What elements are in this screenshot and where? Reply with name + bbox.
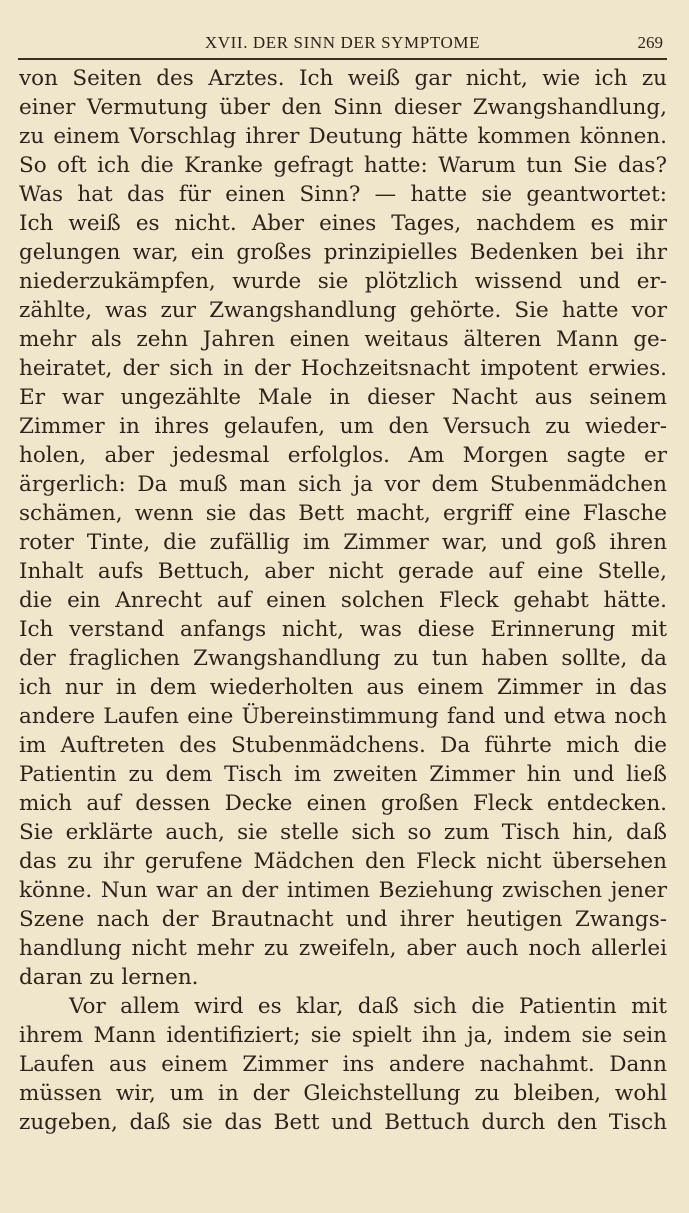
text-line: zu einem Vorschlag ihrer Deutung hätte kommen können. [19, 124, 667, 149]
text-line: müssen wir, um in der Gleichstellung zu bleiben, wohl [19, 1081, 667, 1106]
text-line: Er war ungezählte Male in dieser Nacht aus seinem [19, 385, 667, 410]
text-line: von Seiten des Arztes. Ich weiß gar nicht, wie ich zu [19, 66, 667, 91]
text-line: die ein Anrecht auf einen solchen Fleck gehabt hätte. [19, 588, 667, 613]
text-line: gelungen war, ein großes prinzipielles Bedenken bei ihr [19, 240, 667, 265]
text-line: Sie erklärte auch, sie stelle sich so zum Tisch hin, daß [19, 820, 667, 845]
paragraph-1 [19, 64, 667, 992]
page-number: 269 [637, 33, 663, 52]
text-line: Zimmer in ihres gelaufen, um den Versuch zu wieder- [19, 414, 667, 439]
text-line: Vor allem wird es klar, daß sich die Patientin mit [69, 994, 667, 1019]
text-line: Szene nach der Brautnacht und ihrer heutigen Zwangs- [19, 907, 667, 932]
text-line: holen, aber jedesmal erfolglos. Am Morgen sagte er [19, 443, 667, 468]
text-line: ihrem Mann identifiziert; sie spielt ihn ja, indem sie sein [19, 1023, 667, 1048]
page-header [18, 32, 667, 60]
body-text [19, 64, 667, 1137]
text-line: So oft ich die Kranke gefragt hatte: Warum tun Sie das? [19, 153, 667, 178]
text-line: im Auftreten des Stubenmädchens. Da führte mich die [19, 733, 667, 758]
text-line: daran zu lernen. [19, 965, 199, 990]
text-line: Laufen aus einem Zimmer ins andere nachahmt. Dann [19, 1052, 667, 1077]
text-line: ich nur in dem wiederholten aus einem Zimmer in das [19, 675, 667, 700]
text-line: heiratet, der sich in der Hochzeitsnacht impotent erwies. [19, 356, 667, 381]
text-line: Patientin zu dem Tisch im zweiten Zimmer hin und ließ [19, 762, 667, 787]
text-line: roter Tinte, die zufällig im Zimmer war, und goß ihren [19, 530, 667, 555]
text-line: Inhalt aufs Bettuch, aber nicht gerade auf eine Stelle, [19, 559, 667, 584]
text-line: Ich verstand anfangs nicht, was diese Erinnerung mit [19, 617, 667, 642]
text-line: handlung nicht mehr zu zweifeln, aber auch noch allerlei [19, 936, 667, 961]
running-head: XVII. DER SINN DER SYMPTOME [204, 33, 481, 52]
text-line: Ich weiß es nicht. Aber eines Tages, nachdem es mir [19, 211, 667, 236]
text-line: zählte, was zur Zwangshandlung gehörte. Sie hatte vor [19, 298, 667, 323]
text-line: der fraglichen Zwangshandlung zu tun haben sollte, da [19, 646, 667, 671]
text-line: ärgerlich: Da muß man sich ja vor dem Stubenmädchen [19, 472, 667, 497]
text-line: mich auf dessen Decke einen großen Fleck entdecken. [19, 791, 667, 816]
text-line: andere Laufen eine Übereinstimmung fand und etwa noch [19, 704, 667, 729]
text-line: einer Vermutung über den Sinn dieser Zwangshandlung, [19, 95, 667, 120]
text-line: das zu ihr gerufene Mädchen den Fleck nicht übersehen [19, 849, 667, 874]
text-line: könne. Nun war an der intimen Beziehung zwischen jener [19, 878, 667, 903]
text-line: niederzukämpfen, wurde sie plötzlich wissend und er- [19, 269, 667, 294]
text-line: Was hat das für einen Sinn? — hatte sie geantwortet: [19, 182, 667, 207]
paragraph-2 [19, 992, 667, 1137]
text-line: mehr als zehn Jahren einen weitaus älteren Mann ge- [19, 327, 667, 352]
text-line: schämen, wenn sie das Bett macht, ergriff eine Flasche [19, 501, 667, 526]
text-line: zugeben, daß sie das Bett und Bettuch durch den Tisch [19, 1110, 667, 1135]
